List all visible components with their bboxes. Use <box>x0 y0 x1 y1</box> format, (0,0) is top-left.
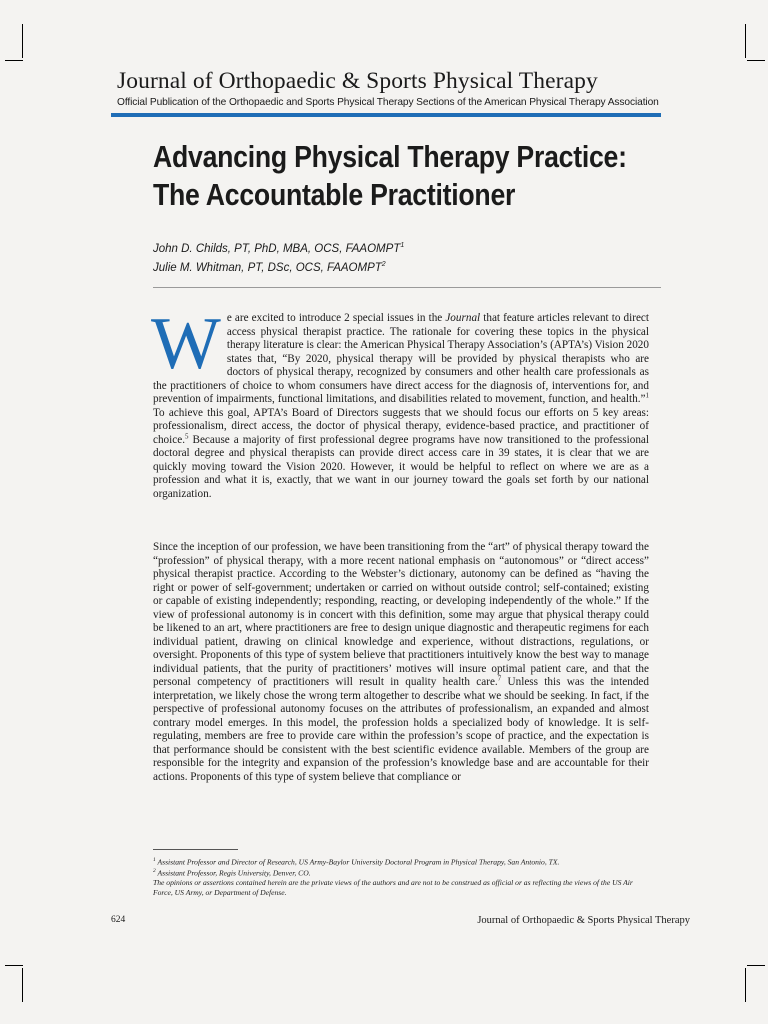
footnote-rule <box>153 849 238 850</box>
ref-7: 7 <box>497 674 502 683</box>
drop-cap: W <box>151 303 221 385</box>
journal-title: Journal of Orthopaedic & Sports Physical Therapy <box>117 68 598 94</box>
journal-italic: Journal <box>445 312 481 324</box>
ref-5: 5 <box>185 431 189 440</box>
body-paragraph-1: We are excited to introduce 2 special issues in the Journal that feature articles relevant to direct access physical therapist practice. The rationale for covering these topics in the physical therapy literature is clear: the American Physical Therapy Association’s (APTA’s) Vision 2020 states that, “By 2020, physical therapy will be provided by physical therapists who are doctors of physical therapy, recognized by consumers and other health care professionals as the practitioners of choice to whom consumers have direct access for the diagnosis of, interventions for, and prevention of impairments, functional limitations, and disabilities related to movement, function, and health.”$^1$ To achieve this goal, APTA’s Board of Directors suggests that we should focus our efforts on 5 key areas: professionalism, direct access, the doctor of physical therapy, evidence-based practice, and practitioner of choice.$^5$ Because a majority of first professional degree programs have now transitioned to the professional doctoral degree and physical therapists can provide direct access care in 39 states, it is clear that we are quickly moving toward the Vision 2020. However, it would be helpful to reflect on where we are as a profession and what it is, exactly, that we want in our journey toward the goals set forth by our national organization. <box>151 303 649 500</box>
footnote-2: $^2$ Assistant Professor, Regis University, Denver, CO. <box>153 868 311 878</box>
page-number: 624 <box>111 915 126 925</box>
crop-mark-top-left <box>22 24 23 58</box>
footnote-1: $^1$ Assistant Professor and Director of Research, US Army-Baylor University Doctoral Program in Physical Therapy, San Antonio, TX. <box>153 857 560 867</box>
crop-mark-bottom-left <box>22 968 23 1002</box>
author-2: Julie M. Whitman, PT, DSc, OCS, FAAOMPT$^2$ <box>153 260 386 274</box>
crop-mark-top-right-h <box>747 60 765 61</box>
section-divider <box>153 287 661 288</box>
journal-subtitle: Official Publication of the Orthopaedic and Sports Physical Therapy Sections of the American Physical Therapy Association <box>117 97 659 108</box>
authors <box>153 238 404 276</box>
body-paragraph-2: Since the inception of our profession, we have been transitioning from the “art” of physical therapy toward the “profession” of physical therapy, with a more recent national emphasis on “autonomous” or “direct access” physical therapist practice. According to the Webster’s dictionary, autonomy can be defined as “having the right or power of self-government; undertaken or carried on without outside control; self-contained; existing or capable of existing independently; responding, reacting, or developing independently of the whole.” If the view of professional autonomy is in concert with this definition, some may argue that physical therapy could be likened to an art, where practitioners are free to design unique diagnostic and therapeutic regimens for each individual patient, drawing on clinical knowledge and experience, without distractions, regulations, or oversight. Proponents of this type of system believe that practitioners intuitively know the best way to manage individual patients, that the purity of practitioners’ motives will insure optimal patient care, and that the personal competency of practitioners will result in quality health care.$^7$ Unless this was the intended interpretation, we likely chose the wrong term altogether to describe what we should be seeking. In fact, if the perspective of professional autonomy focuses on the attributes of professionalism, an expanded and almost contrary model emerges. In this model, the profession holds a specialized body of knowledge. It is self-regulating, members are free to provide care within the profession’s scope of practice, and the expectation is that performance should be consistent with the best scientific evidence available. Members of the group are responsible for the integrity and expansion of the profession’s knowledge base and are accountable for their actions. Proponents of this type of system believe that compliance or <box>153 541 649 783</box>
footnote-disclaimer: The opinions or assertions contained herein are the private views of the authors and are not to be construed as official or as reflecting the views of the US Air Force, US Army, or Department of Defense. <box>153 878 633 897</box>
footnotes <box>153 856 653 897</box>
crop-mark-top-left-h <box>5 60 23 61</box>
article-title <box>153 138 627 214</box>
article-title-line2: The Accountable Practitioner <box>153 177 516 212</box>
crop-mark-bottom-right <box>745 968 746 1002</box>
crop-mark-top-right <box>745 24 746 58</box>
crop-mark-bottom-left-h <box>5 965 23 966</box>
author-1: John D. Childs, PT, PhD, MBA, OCS, FAAOMPT$^1$ <box>153 242 405 255</box>
article-title-line1: Advancing Physical Therapy Practice: <box>153 139 627 174</box>
header-rule <box>111 113 661 117</box>
crop-mark-bottom-right-h <box>747 965 765 966</box>
running-footer: Journal of Orthopaedic & Sports Physical Therapy <box>477 915 690 926</box>
ref-1: 1 <box>645 391 649 400</box>
